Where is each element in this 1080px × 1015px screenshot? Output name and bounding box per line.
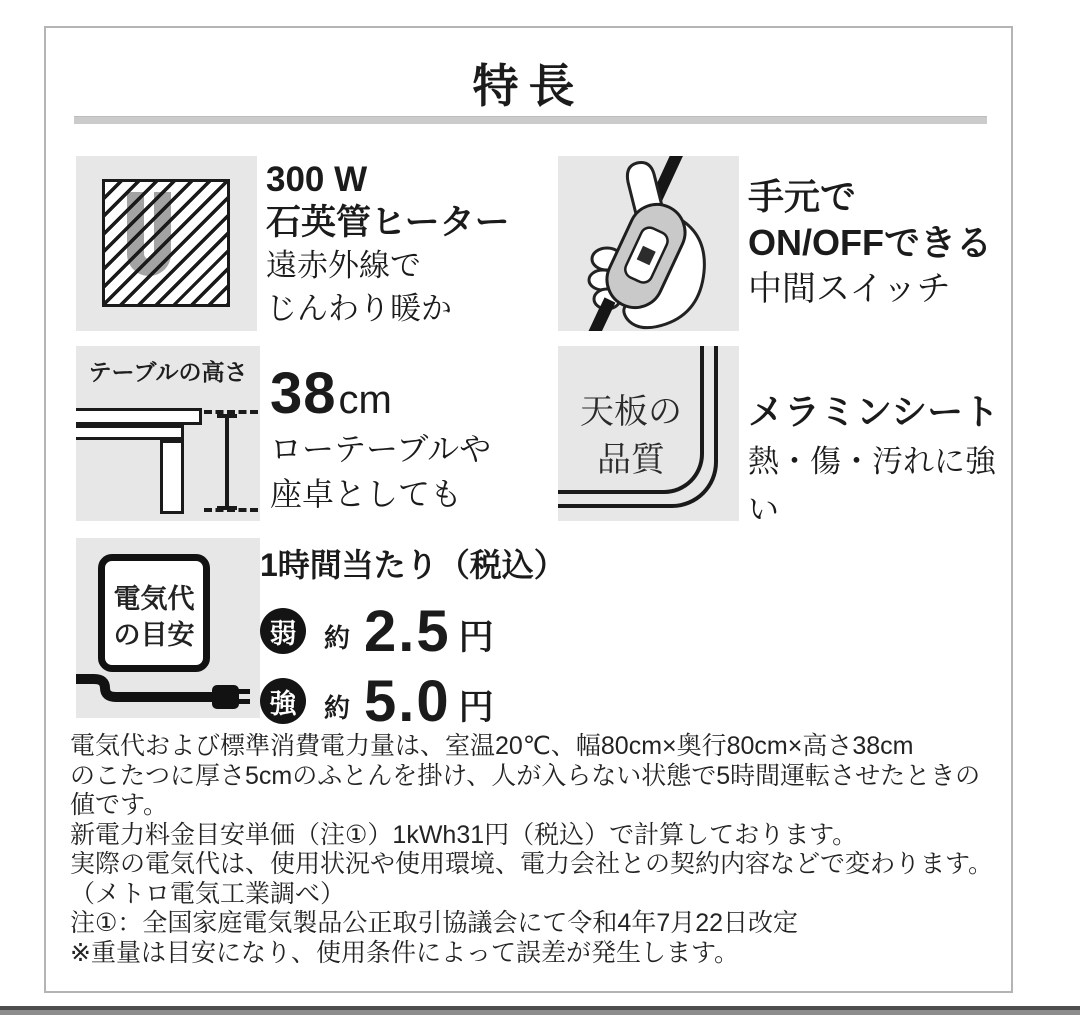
tabletop-headline: メラミンシート [748,391,1000,432]
cost-feature-text [260,540,566,740]
approx-label-high: 約 [324,692,351,723]
height-value-row [270,360,491,427]
section-title: 特長 [472,60,585,112]
dimension-line [225,414,229,510]
height-feature-text [270,360,491,517]
footnote-line: 値です。 [70,791,169,819]
height-unit: cm [338,378,392,422]
heater-hatch-pattern [105,182,227,304]
heater-feature-text [266,158,510,330]
switch-headline-2: ON/OFFできる [748,222,992,263]
heat-low-badge: 弱 [260,608,306,654]
table-height-icon [76,346,260,521]
footnote-line: のこたつに厚さ5cmのふとんを掛け、人が入らない状態で5時間運転させたときの [70,761,981,790]
hand-holding-cord-switch-icon [558,156,739,331]
switch-feature-text [748,174,992,312]
approx-label-low: 約 [324,622,351,653]
tabletop-icon-label-1: 天板の [580,393,682,431]
quartz-heater-icon [76,156,257,331]
title-divider [74,116,987,124]
cost-icon-label-box [98,554,210,672]
heater-desc-1: 遠赤外線で [266,248,421,283]
heater-wattage: 300 W [266,160,368,199]
cost-icon-label-2: の目安 [113,620,195,650]
tabletop-corner-icon [558,346,739,521]
footnote-line: 注①：全国家庭電気製品公正取引協議会にて令和4年7月22日改定 [70,909,799,937]
heater-hatch-box [102,179,230,307]
tabletop-icon-label [564,388,698,484]
height-value: 38 [270,361,337,426]
switch-headline-1: 手元で [748,176,857,217]
heater-type: 石英管ヒーター [266,203,510,242]
dimension-cap-top [217,414,237,418]
height-desc-2: 座卓としても [270,476,463,512]
hand-switch-illustration [558,156,739,331]
height-desc-1: ローテーブルや [270,431,492,467]
footnote-line: 新電力料金目安単価（注①）1kWh31円（税込）で計算しております。 [70,820,858,849]
cost-icon-label-1: 電気代 [113,584,195,614]
footnote-line: 電気代および標準消費電力量は、室温20℃、幅80cm×奥行80cm×高さ38cm [70,732,914,760]
heater-desc-2: じんわり暖か [266,291,452,326]
cost-value-high: 5.0 [364,668,451,734]
features-panel [44,26,1013,993]
tabletop-bar [76,408,202,425]
cost-unit-low: 円 [458,618,494,657]
heat-high-badge: 強 [260,678,306,724]
table-height-icon-label: テーブルの高さ [88,359,248,385]
tabletop-feature-text [748,386,1011,534]
cost-header: 1時間当たり（税込） [260,547,566,583]
electricity-cost-icon [76,538,260,718]
tabletop-frame-bar [76,425,184,440]
tabletop-desc: 熱・傷・汚れに強い [748,444,996,527]
dimension-cap-bottom [217,506,237,510]
footnotes-block [70,732,994,968]
cost-unit-high: 円 [458,688,494,727]
tabletop-icon-label-2: 品質 [597,441,665,479]
cost-value-low: 2.5 [364,598,451,664]
footnote-line: （メトロ電気工業調べ） [70,879,346,908]
table-leg [160,440,184,514]
footnote-line: ※重量は目安になり、使用条件によって誤差が発生します。 [70,938,739,967]
switch-desc: 中間スイッチ [748,270,951,308]
cost-row-low [260,600,566,662]
image-bottom-border [0,1006,1080,1015]
footnote-line: 実際の電気代は、使用状況や使用環境、電力会社との契約内容などで変わります。 [70,850,994,878]
cost-row-high [260,670,566,732]
